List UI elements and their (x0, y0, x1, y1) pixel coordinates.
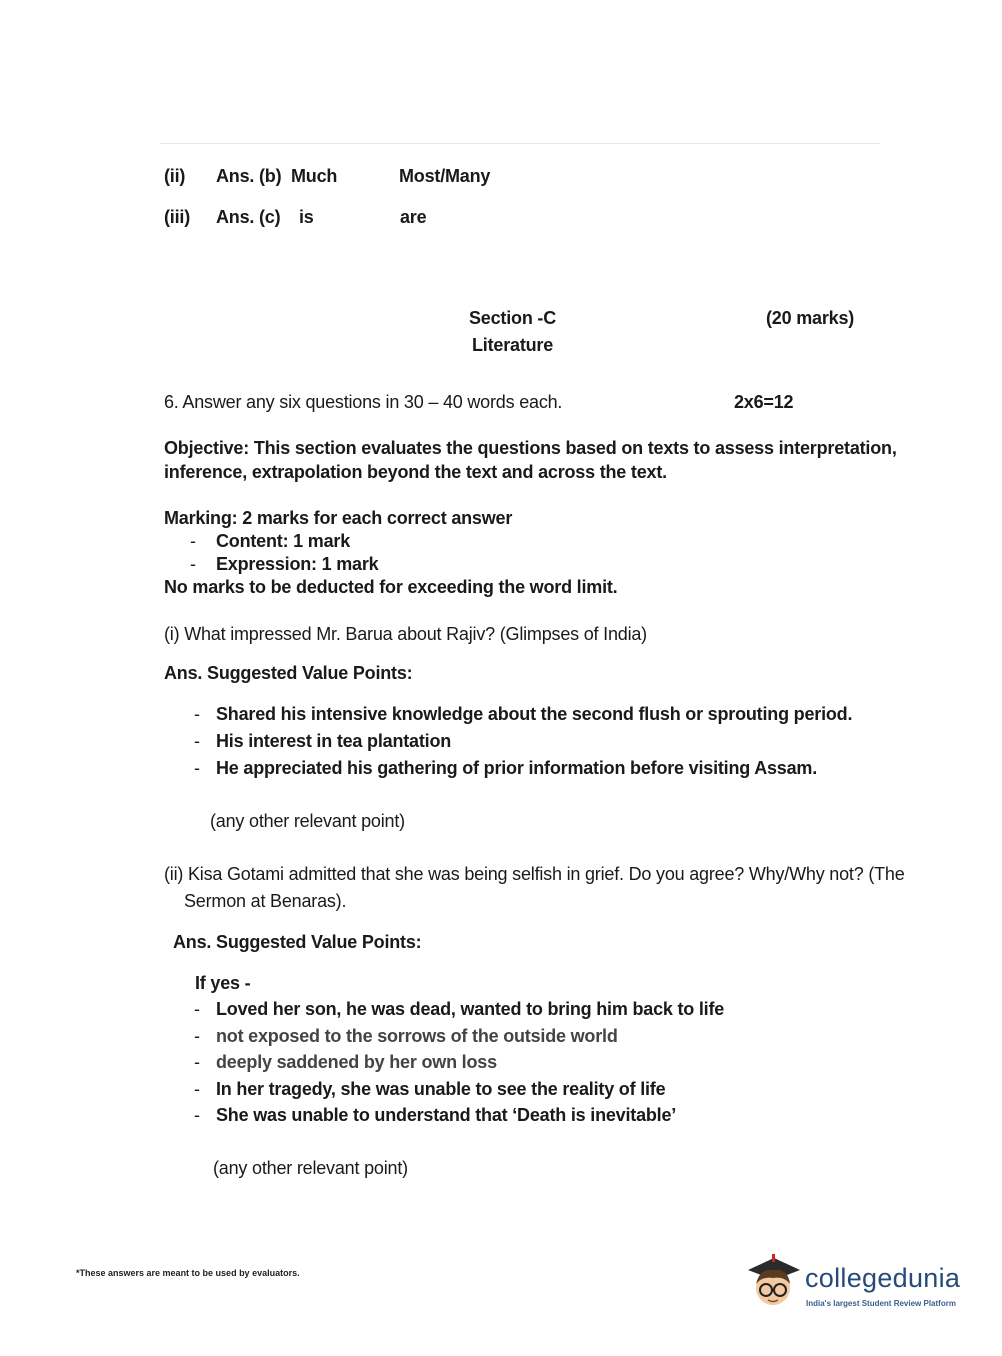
bullet-dash: - (194, 1079, 200, 1099)
row-iii-number: (iii) (164, 207, 190, 227)
collegedunia-logo-text: collegedunia (805, 1263, 961, 1293)
question-6-text: 6. Answer any six questions in 30 – 40 words each. (164, 392, 563, 412)
question-i: (i) What impressed Mr. Barua about Rajiv? (Glimpses of India) (164, 624, 647, 644)
bullet-dash: - (194, 1105, 200, 1125)
bullet-dash: - (190, 554, 196, 574)
value-point: Shared his intensive knowledge about the second flush or sprouting period. (216, 704, 853, 724)
value-point: not exposed to the sorrows of the outside world (216, 1026, 618, 1046)
bullet-dash: - (194, 999, 200, 1019)
marking-item: Content: 1 mark (216, 531, 351, 551)
value-point: In her tragedy, she was unable to see the reality of life (216, 1079, 666, 1099)
collegedunia-tagline: India's largest Student Review Platform (806, 1299, 956, 1308)
bullet-dash: - (194, 758, 200, 778)
value-point: deeply saddened by her own loss (216, 1052, 497, 1072)
question-i-answer-heading: Ans. Suggested Value Points: (164, 663, 413, 683)
value-point: Loved her son, he was dead, wanted to bring him back to life (216, 999, 725, 1019)
row-ii-number: (ii) (164, 166, 186, 186)
row-ii-correct: Most/Many (399, 166, 491, 186)
if-yes-label: If yes - (195, 973, 251, 993)
question-ii-line-1: (ii) Kisa Gotami admitted that she was being selfish in grief. Do you agree? Why/Why not? (The (164, 864, 905, 884)
marking-item: Expression: 1 mark (216, 554, 379, 574)
bullet-dash: - (194, 731, 200, 751)
other-relevant-point: (any other relevant point) (213, 1158, 408, 1178)
question-ii-line-2: Sermon at Benaras). (184, 891, 347, 911)
objective-line-1: Objective: This section evaluates the questions based on texts to assess interpretation, (164, 438, 897, 458)
value-point: His interest in tea plantation (216, 731, 452, 751)
value-point: She was unable to understand that ‘Death is inevitable’ (216, 1105, 677, 1125)
section-title: Section -C (469, 308, 557, 328)
bullet-dash: - (194, 1026, 200, 1046)
top-divider (160, 143, 880, 144)
row-ii-incorrect: Much (291, 166, 338, 186)
marking-note: No marks to be deducted for exceeding the word limit. (164, 577, 618, 597)
section-marks: (20 marks) (766, 308, 855, 328)
row-iii-correct: are (400, 207, 427, 227)
value-point: He appreciated his gathering of prior information before visiting Assam. (216, 758, 818, 778)
row-iii-answer: Ans. (c) (216, 207, 281, 227)
collegedunia-mascot-icon (742, 1250, 804, 1312)
row-ii-answer: Ans. (b) (216, 166, 282, 186)
marking-heading: Marking: 2 marks for each correct answer (164, 508, 513, 528)
row-iii-incorrect: is (299, 207, 314, 227)
bullet-dash: - (190, 531, 196, 551)
section-subtitle: Literature (472, 335, 554, 355)
footer-note: *These answers are meant to be used by evaluators. (76, 1268, 300, 1278)
question-6-marks: 2x6=12 (734, 392, 794, 412)
bullet-dash: - (194, 704, 200, 724)
other-relevant-point: (any other relevant point) (210, 811, 405, 831)
bullet-dash: - (194, 1052, 200, 1072)
objective-line-2: inference, extrapolation beyond the text and across the text. (164, 462, 667, 482)
question-ii-answer-heading: Ans. Suggested Value Points: (173, 932, 422, 952)
